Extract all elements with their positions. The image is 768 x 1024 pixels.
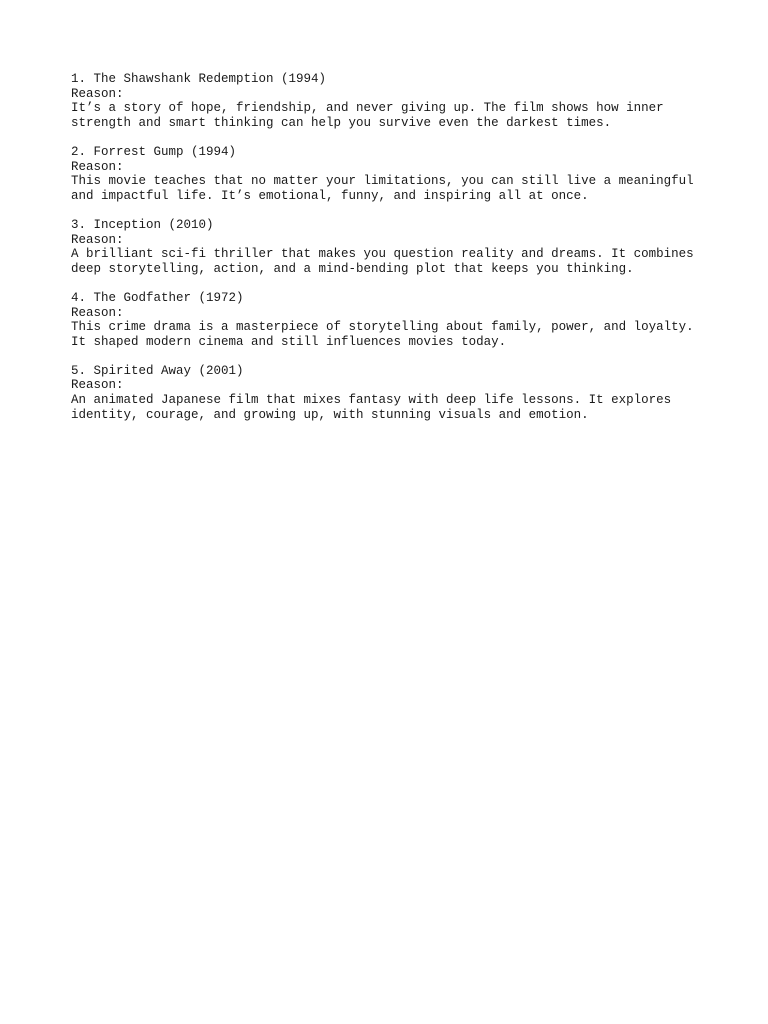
document-page bbox=[71, 72, 711, 437]
reason-label: Reason: bbox=[71, 86, 124, 101]
reason-text-line: strength and smart thinking can help you survive even the darkest times. bbox=[71, 115, 612, 130]
reason-text-line: It shaped modern cinema and still influences movies today. bbox=[71, 334, 507, 349]
movie-entry-2 bbox=[71, 145, 711, 203]
reason-text-line: deep storytelling, action, and a mind-bending plot that keeps you thinking. bbox=[71, 261, 634, 276]
reason-text-line: An animated Japanese film that mixes fantasy with deep life lessons. It explores bbox=[71, 393, 672, 408]
reason-text-line: and impactful life. It’s emotional, funny, and inspiring all at once. bbox=[71, 188, 589, 203]
movie-entry-5 bbox=[71, 364, 711, 422]
reason-label: Reason: bbox=[71, 159, 124, 174]
reason-label: Reason: bbox=[71, 232, 124, 247]
movie-title: 3. Inception (2010) bbox=[71, 217, 214, 232]
reason-text-line: A brilliant sci-fi thriller that makes you question reality and dreams. It combines bbox=[71, 247, 694, 262]
reason-label: Reason: bbox=[71, 378, 124, 393]
reason-text-line: This movie teaches that no matter your limitations, you can still live a meaningful bbox=[71, 174, 694, 189]
movie-entry-3 bbox=[71, 218, 711, 276]
reason-text-line: identity, courage, and growing up, with stunning visuals and emotion. bbox=[71, 407, 589, 422]
reason-label: Reason: bbox=[71, 305, 124, 320]
movie-entry-4 bbox=[71, 291, 711, 349]
movie-title: 5. Spirited Away (2001) bbox=[71, 363, 244, 378]
movie-title: 1. The Shawshank Redemption (1994) bbox=[71, 72, 327, 86]
movie-title: 4. The Godfather (1972) bbox=[71, 290, 244, 305]
reason-text-line: This crime drama is a masterpiece of storytelling about family, power, and loyalty. bbox=[71, 320, 694, 335]
movie-entry-1 bbox=[71, 72, 711, 130]
movie-title: 2. Forrest Gump (1994) bbox=[71, 144, 237, 159]
reason-text-line: It’s a story of hope, friendship, and never giving up. The film shows how inner bbox=[71, 101, 664, 116]
